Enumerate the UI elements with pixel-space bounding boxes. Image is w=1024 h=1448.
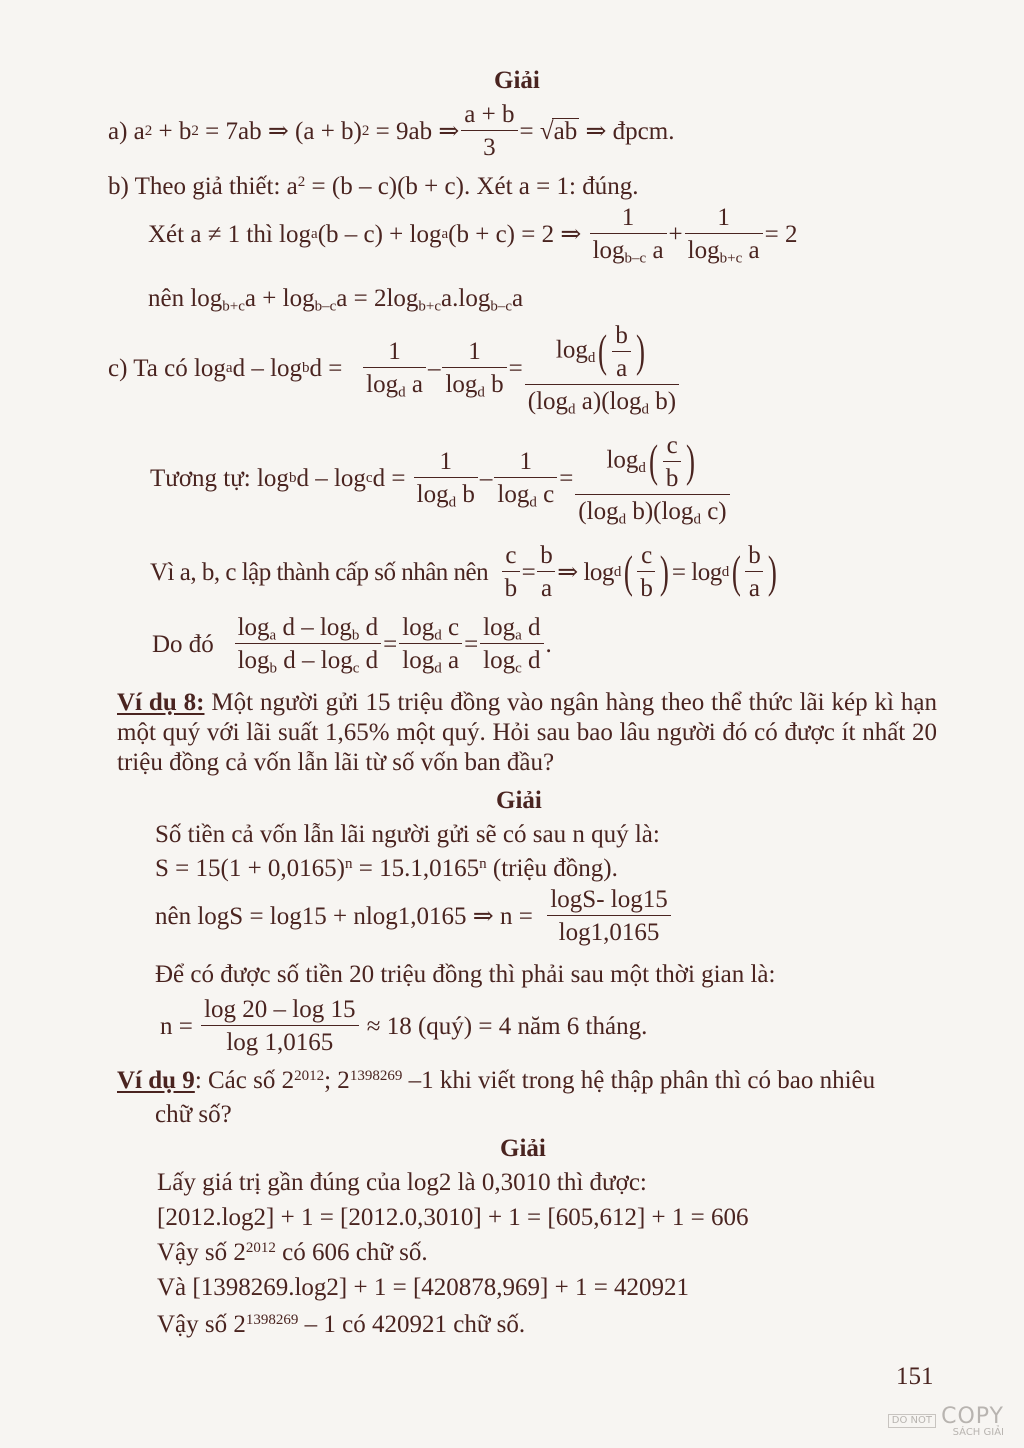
solution-line-b1: b) Theo giả thiết: $a^2 = (b - c)(b + c)$. Xét a = 1: đúng. [108, 173, 639, 200]
solution-line-b3: nên $\log_{b+c}a + \log_{b-c}a = 2\log_{b+c}a.\log_{b-c}a$ [148, 285, 524, 315]
example-text: Một người gửi 15 triệu đồng vào ngân hàng theo thể thức lãi kép kì hạn một quý với lãi suất 1,65% một quý. Hỏi sau bao lâu người đó có được ít nhất 20 triệu đồng cả vốn lẫn lãi từ số vốn ban đầu? [117, 689, 937, 776]
fraction: $\frac{1}{\log_d a}$ [363, 339, 426, 397]
solution-text: $S = 15(1 + 0,0165)^n = 15.1,0165^n$ (triệu đồng). [155, 855, 618, 882]
example-label: Ví dụ 8: [117, 689, 205, 716]
fraction: $\frac{1}{\log_{b+c} a}$ [685, 205, 763, 263]
fraction: $\frac{b}{a}$ [537, 543, 555, 601]
solution-line-c: c) Ta có log a d – log b d = $\frac{1}{\log_d a}$ – $\frac{1}{\log_d b}$ = $\log_d$( $\frac{b}{a}$ ) ($\log_d$ $a)(\log_d$ b) [108, 322, 681, 414]
fraction: $\log_d$( $\frac{c}{b}$ ) ($\log_d$ $b)(\log_d$ c) [575, 433, 729, 524]
solution-text: Lấy giá trị gần đúng của log2 là 0,3010 thì được: [157, 1169, 647, 1196]
text: = 7ab ⇒ (a + b) [205, 117, 362, 145]
fraction: $\frac{1}{\log_d b}$ [442, 339, 506, 397]
fraction: $\frac{\log 20 - \log 15}{\log 1,0165}$ [201, 997, 358, 1055]
solution-heading: Giải [496, 787, 542, 814]
solution-text: Vậy số $2^{1398269} - 1$ có 420921 chữ số. [157, 1311, 526, 1338]
fraction: $\frac{a + b}{3}$ [461, 102, 517, 160]
solution-text: Số tiền cả vốn lẫn lãi người gửi sẽ có sau n quý là: [155, 821, 660, 848]
fraction: $\frac{\log S- \log 15}{\log 1,0165}$ [547, 887, 670, 945]
solution-text: Và [1398269.log2] + 1 = [420878,969] + 1 = 420921 [157, 1274, 690, 1301]
solution-text: n = $\frac{\log 20 - \log 15}{\log 1,0165}$ ≈ 18 (quý) = 4 năm 6 tháng. [160, 996, 648, 1056]
solution-text: Vậy số $2^{2012}$ có 606 chữ số. [157, 1239, 428, 1266]
solution-line-a: a) a 2 + b 2 = 7ab ⇒ (a + b) 2 = 9ab ⇒ $\frac{a + b}{3}$ = √ ab ⇒ đpcm. [108, 101, 675, 161]
solution-line-similar: Tương tự: log b d – log c d = $\frac{1}{\log_d b}$ – $\frac{1}{\log_d c}$ = $\log_d$( $\frac{c}{b}$ ) ($\log_d$ $b)(\log_d$ c) [150, 432, 732, 524]
page-number: 151 [896, 1363, 934, 1390]
solution-text: Để có được số tiền 20 triệu đồng thì phải sau một thời gian là: [155, 961, 776, 988]
fraction: $\frac{\log_d c}{\log_d a}$ [399, 615, 462, 673]
text: = 9ab ⇒ [375, 117, 460, 145]
fraction: $\frac{\log_a d}{\log_c d}$ [480, 615, 543, 673]
fraction: $\frac{1}{\log_{b-c} a}$ [590, 205, 667, 263]
fraction: $\frac{1}{\log_d b}$ [414, 449, 478, 507]
label-a: a) [108, 117, 128, 145]
solution-heading: Giải [494, 67, 540, 94]
sqrt: ab [553, 118, 578, 145]
solution-text: nên logS = log15 + nlog1,0165 ⇒ n = $\frac{\log S- \log 15}{\log 1,0165}$ [155, 888, 673, 944]
fraction: $\frac{c}{b}$ [502, 543, 520, 601]
example-9: Ví dụ 9: Các số $2^{2012}$; $2^{1398269}$ –1 khi viết trong hệ thập phân thì có bao nhiêu [117, 1067, 876, 1094]
fraction: $\frac{\log_a d - \log_b d}{\log_b d - \log_c d}$ [235, 615, 382, 673]
fraction: $\log_d$( $\frac{b}{a}$ ) ($\log_d$ $a)(\log_d$ b) [525, 323, 679, 414]
example-8 [117, 688, 937, 778]
example-9-cont: chữ số? [155, 1101, 232, 1128]
watermark-logo: DO NOT COPY SÁCH GIẢI [888, 1406, 1004, 1438]
example-label: Ví dụ 9 [117, 1067, 195, 1094]
solution-heading: Giải [500, 1135, 546, 1162]
solution-line-geometric: Vì a, b, c lập thành cấp số nhân nên $\frac{c}{b}$ = $\frac{b}{a}$ ⇒ log d ( $\frac{c}{b}$ ) = log d ( $\frac{b}{a}$ ) [150, 542, 777, 602]
solution-line-b2: Xét a ≠ 1 thì log a (b – c) + log a (b + c) = 2 ⇒ $\frac{1}{\log_{b-c} a}$ + $\frac{1}{\log_{b+c} a}$ = 2 [148, 204, 798, 267]
solution-text: [2012.log2] + 1 = [2012.0,3010] + 1 = [605,612] + 1 = 606 [157, 1204, 749, 1231]
fraction: $\frac{1}{\log_d c}$ [494, 449, 557, 507]
solution-line-conclusion: Do đó $\frac{\log_a d - \log_b d}{\log_b d - \log_c d}$ = $\frac{\log_d c}{\log_d a}$ = $\frac{\log_a d}{\log_c d}$ . [152, 614, 552, 677]
